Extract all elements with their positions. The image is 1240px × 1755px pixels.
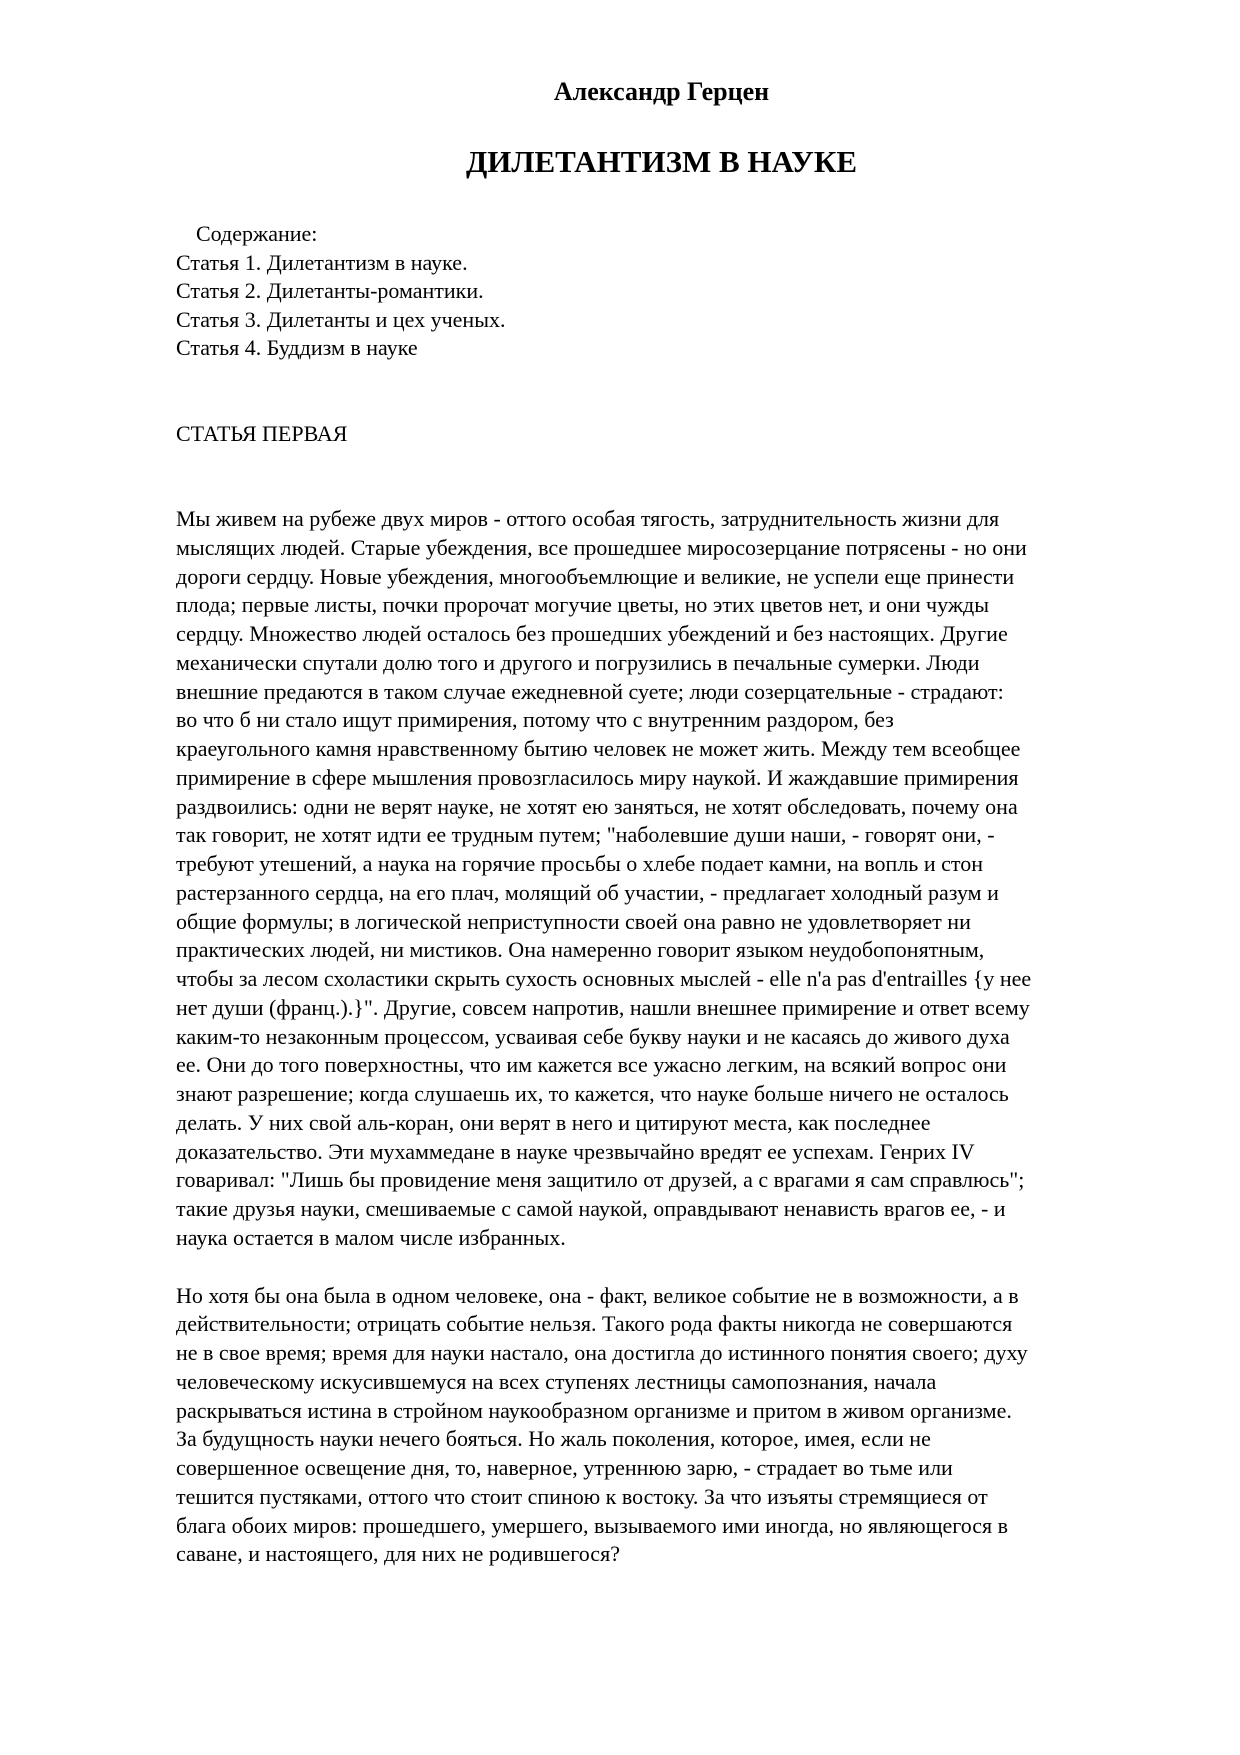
toc-item: Статья 4. Буддизм в науке [176,335,418,360]
paragraph: Но хотя бы она была в одном человеке, она - факт, великое событие не в возможности, а в действительности; отрицать событие нельзя. Такого рода факты никогда не совершаются не в свое время; время для науки настало, она достигла до истинного понятия своего; духу человеческому искусившемуся на всех ступенях лестницы самопознания, начала раскрываться истина в стройном наукообразном организме и притом в живом организме. За будущность науки нечего бояться. Но жаль поколения, которое, имея, если не совершенное освещение дня, то, наверное, утреннюю зарю, - страдает во тьме или тешится пустяками, оттого что стоит спиною к востоку. За что изъяты стремящиеся от блага обоих миров: прошедшего, умершего, вызываемого ими иногда, но являющегося в саване, и настоящего, для них не родившегося? [176,1282,1028,1567]
section-heading: СТАТЬЯ ПЕРВАЯ [176,421,348,446]
article-body [176,505,1156,1598]
table-of-contents [176,220,1076,363]
toc-item: Статья 1. Дилетантизм в науке. [176,249,468,275]
toc-heading: Содержание: [196,221,318,246]
author-name: Александр Герцен [553,77,770,106]
document-title: ДИЛЕТАНТИЗМ В НАУКЕ [465,144,858,179]
toc-item: Статья 3. Дилетанты и цех ученых. [176,306,506,332]
toc-item: Статья 2. Дилетанты-романтики. [176,278,484,303]
paragraph: Мы живем на рубеже двух миров - оттого особая тягость, затруднительность жизни для мыслящих людей. Старые убеждения, все прошедшее миросозерцание потрясены - но они дороги сердцу. Новые убеждения, многообъемлющие и великие, не успели еще принести плода; первые листы, почки пророчат могучие цветы, но этих цветов нет, и они чужды сердцу. Множество людей осталось без прошедших убеждений и без настоящих. Другие механически спутали долю того и другого и погрузились в печальные сумерки. Люди внешние предаются в таком случае ежедневной суете; люди созерцательные - страдают: во что б ни стало ищут примирения, потому что с внутренним раздором, без краеугольного камня нравственному бытию человек не может жить. Между тем всеобщее примирение в сфере мышления провозгласилось миру наукой. И жаждавшие примирения раздвоились: одни не верят науке, не хотят ею заняться, не хотят обследовать, почему она так говорит, не хотят идти ее трудным путем; "наболевшие души наши, - говорят они, - требуют утешений, а наука на горячие просьбы о хлебе подает камни, на вопль и стон растерзанного сердца, на его плач, молящий об участии, - предлагает холодный разум и общие формулы; в логической неприступности своей она равно не удовлетворяет ни практических людей, ни мистиков. Она намеренно говорит языком неудобопонятным, чтобы за лесом схоластики скрыть сухость основных мыслей - elle n'a pas d'entrailles {у нее нет души (франц.).}". Другие, совсем напротив, нашли внешнее примирение и ответ всему каким-то незаконным процессом, усваивая себе букву науки и не касаясь до живого духа ее. Они до того поверхностны, что им кажется все ужасно легким, на всякий вопрос они знают разрешение; когда слушаешь их, то кажется, что науке больше ничего не осталось делать. У них свой аль-коран, они верят в него и цитируют места, как последнее доказательство. Эти мухаммедане в науке чрезвычайно вредят ее успехам. Генрих IV говаривал: "Лишь бы провидение меня защитило от друзей, а с врагами я сам справлюсь"; такие друзья науки, смешиваемые с самой наукой, оправдывают ненависть врагов ее, - и наука остается в малом числе избранных. [176,506,1032,1250]
